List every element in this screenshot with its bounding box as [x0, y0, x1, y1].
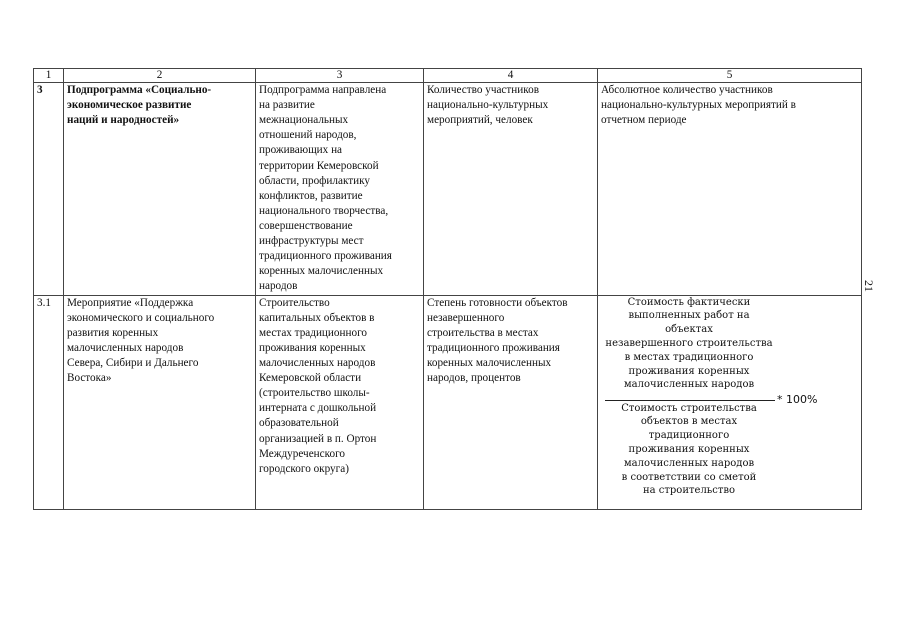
- table-row: [34, 295, 862, 509]
- indicator-table: [33, 68, 862, 510]
- indicator-name: Количество участников национально-культурных мероприятий, человек: [427, 84, 549, 127]
- activity-description: Строительство капитальных объектов в местах традиционного проживания коренных малочисленных народов Кемеровской области (строительство школы- интерната с дошкольной образовательной организацией в п. Ортон Междуреченского городского округа): [259, 296, 377, 475]
- subprogram-description: Подпрограмма направлена на развитие межнациональных отношений народов, проживающих на территории Кемеровской области, профилактику конфликтов, развитие национального творчества, совершенствование инфраструктуры мест традиционного проживания коренных малочисленных народов: [259, 84, 392, 293]
- row-number: 3: [34, 83, 64, 296]
- formula-numerator: Стоимость фактически выполненных работ на объектах незавершенного строительства в местах традиционного проживания коренных малочисленных народов: [605, 296, 773, 391]
- formula-multiplier: * 100%: [777, 392, 818, 406]
- row-number: 3.1: [34, 295, 64, 509]
- column-header: 4: [424, 69, 598, 83]
- column-header: 5: [598, 69, 862, 83]
- calculation-method: Абсолютное количество участников национально-культурных мероприятий в отчетном периоде: [601, 84, 796, 127]
- fraction-bar: [605, 400, 775, 401]
- column-header: 2: [64, 69, 256, 83]
- calculation-formula: [601, 296, 829, 508]
- formula-denominator: Стоимость строительства объектов в местах традиционного проживания коренных малочисленных народов в соответствии со сметой на строительство: [621, 402, 757, 497]
- subprogram-name: Подпрограмма «Социально- экономическое развитие наций и народностей»: [67, 84, 212, 127]
- column-header: 3: [256, 69, 424, 83]
- indicator-name: Степень готовности объектов незавершенного строительства в местах традиционного проживания коренных малочисленных народов, процентов: [427, 296, 568, 385]
- activity-name: Мероприятие «Поддержка экономического и социального развития коренных малочисленных народов Севера, Сибири и Дальнего Востока»: [67, 296, 215, 385]
- column-header: 1: [34, 69, 64, 83]
- table-row: [34, 83, 862, 296]
- page-number: 21: [862, 280, 876, 292]
- table-header-row: [34, 69, 862, 83]
